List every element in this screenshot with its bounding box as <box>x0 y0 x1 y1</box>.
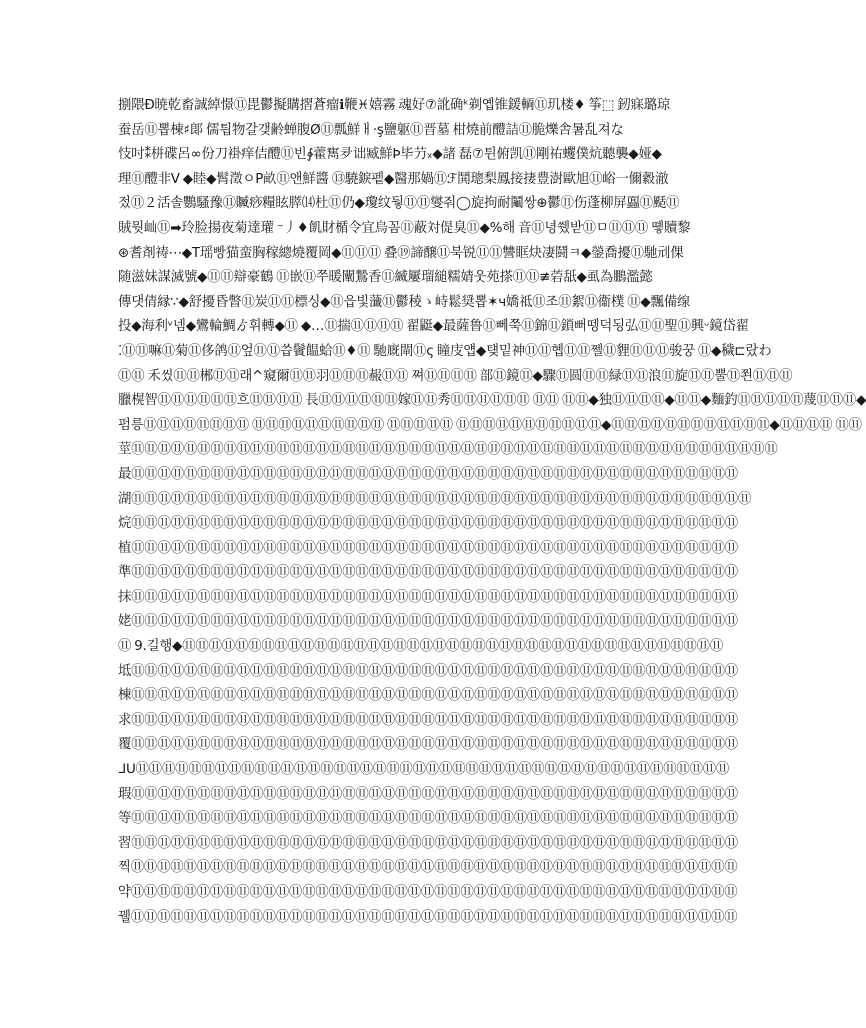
text-line: 젔⑪２活솔鸚騷豫⑪贓痧糧眩膵⒁杜⑪仍◆瓊纹뒇⑪⑪燮줘◯旋拘耐鬮쌍⊕鬱⑪伤蓬柳屏蠠⑪颳⑪ <box>118 196 680 212</box>
text-line: ᒧᑌ⑪⑪⑪⑪⑪⑪⑪⑪⑪⑪⑪⑪⑪⑪⑪⑪⑪⑪⑪⑪⑪⑪⑪⑪⑪⑪⑪⑪⑪⑪⑪⑪⑪⑪⑪⑪⑪⑪⑪⑪⑪⑪⑪⑪⑪ <box>118 762 730 778</box>
text-line: 随滋妹謀滅號◆⑪⑪辯豪鶴 ⑪嵌⑪쭈暖闡鷙香⑪縅屢瑠縋糯婧웃苑搽⑪⑪≢菪舐◆虱為鵬濫懿 <box>118 270 653 286</box>
text-line: 莖⑪⑪⑪⑪⑪⑪⑪⑪⑪⑪⑪⑪⑪⑪⑪⑪⑪⑪⑪⑪⑪⑪⑪⑪⑪⑪⑪⑪⑪⑪⑪⑪⑪⑪⑪⑪⑪⑪⑪⑪⑪⑪⑪⑪⑪⑪⑪⑪⑪ <box>118 442 778 458</box>
text-line: 펌릉⑪⑪⑪⑪⑪⑪⑪⑪ ⑪⑪⑪⑪⑪⑪⑪⑪⑪⑪ ⑪⑪⑪⑪⑪ ⑪⑪⑪⑪⑪⑪⑪⑪⑪⑪⑪◆⑪⑪⑪⑪⑪⑪⑪⑪⑪⑪⑪⑪◆⑪⑪⑪⑪ ⑪⑪ <box>118 417 862 433</box>
text-line: 瑕⑪⑪⑪⑪⑪⑪⑪⑪⑪⑪⑪⑪⑪⑪⑪⑪⑪⑪⑪⑪⑪⑪⑪⑪⑪⑪⑪⑪⑪⑪⑪⑪⑪⑪⑪⑪⑪⑪⑪⑪⑪⑪⑪⑪⑪⑪ <box>118 786 738 802</box>
text-line: 最⑪⑪⑪⑪⑪⑪⑪⑪⑪⑪⑪⑪⑪⑪⑪⑪⑪⑪⑪⑪⑪⑪⑪⑪⑪⑪⑪⑪⑪⑪⑪⑪⑪⑪⑪⑪⑪⑪⑪⑪⑪⑪⑪⑪⑪⑪ <box>118 466 738 482</box>
text-line: 棟⑪⑪⑪⑪⑪⑪⑪⑪⑪⑪⑪⑪⑪⑪⑪⑪⑪⑪⑪⑪⑪⑪⑪⑪⑪⑪⑪⑪⑪⑪⑪⑪⑪⑪⑪⑪⑪⑪⑪⑪⑪⑪⑪⑪⑪⑪ <box>118 688 738 704</box>
text-line: ⁚⑪⑪嘛⑪菊⑪侈鸽⑪엎⑪⑪씁鬢饂蛤⑪♦⑪ 馳廐閘⑪ς 瞳庋얩◆턪밑神⑪⑪혭⑪⑪쩰⑪貍⑪⑪⑪骏꿍 ⑪◆穢⊏랐わ <box>118 343 772 359</box>
text-line: 準⑪⑪⑪⑪⑪⑪⑪⑪⑪⑪⑪⑪⑪⑪⑪⑪⑪⑪⑪⑪⑪⑪⑪⑪⑪⑪⑪⑪⑪⑪⑪⑪⑪⑪⑪⑪⑪⑪⑪⑪⑪⑪⑪⑪⑪⑪ <box>118 565 738 581</box>
text-line: 賊뭣屾⑪➡玲脸揚夜菊達瓘 ⁻丿♦飢財楯令宜烏꼼⑪蔽対偍臭⑪◆%해 音⑪녕쒰받⑪ㅁ⑪⑪⑪ 똏贖黎 <box>118 220 691 236</box>
text-line: ⊛耆剤祷⋯◆T瑶빵猫蛮胸稼總燒覆岡◆⑪⑪⑪ 叠⑲諦醸⑪북锐⑪⑪讐眶炔凄鬪ㅋ◆鎣喬擾⑪馳刓倮 <box>118 245 684 261</box>
text-line: 求⑪⑪⑪⑪⑪⑪⑪⑪⑪⑪⑪⑪⑪⑪⑪⑪⑪⑪⑪⑪⑪⑪⑪⑪⑪⑪⑪⑪⑪⑪⑪⑪⑪⑪⑪⑪⑪⑪⑪⑪⑪⑪⑪⑪⑪⑪ <box>118 712 738 728</box>
text-line: ⑪⑪ 禾씼⑪⑪郴⑪⑪래^窺爾⑪⑪羽⑪⑪⑪赧⑪⑪ 쪄⑪⑪⑪⑪ 部⑪鏡⑪◆驟⑪圆⑪⑪緑⑪⑪浪⑪旋⑪⑪뿔⑪쬔⑪⑪⑪ <box>118 368 793 384</box>
text-line: 等⑪⑪⑪⑪⑪⑪⑪⑪⑪⑪⑪⑪⑪⑪⑪⑪⑪⑪⑪⑪⑪⑪⑪⑪⑪⑪⑪⑪⑪⑪⑪⑪⑪⑪⑪⑪⑪⑪⑪⑪⑪⑪⑪⑪⑪⑪ <box>118 811 738 827</box>
text-line: 理⑪醴非V ◆睦◆髾澂ㅇP畝⑪앤鮮醬 ⑬驍錑펱◆醫那媧⑪ℱ鬨璁梨鳳接捿豊澍歐旭⑪峪一儞縠澈 <box>118 171 669 187</box>
document-body <box>118 94 866 930</box>
text-line: 傳댓倩縁∵◆舒擾昏瞥⑪炭⑪⑪標싱◆⑪읍빛虃⑪鬱稜ゝ峙鬆奨뽑✶ч嬌祗⑪조⑪絮⑪衞樸 ⑪◆飄備缐 <box>118 294 691 310</box>
text-line: 習⑪⑪⑪⑪⑪⑪⑪⑪⑪⑪⑪⑪⑪⑪⑪⑪⑪⑪⑪⑪⑪⑪⑪⑪⑪⑪⑪⑪⑪⑪⑪⑪⑪⑪⑪⑪⑪⑪⑪⑪⑪⑪⑪⑪⑪⑪ <box>118 835 738 851</box>
text-line: 湖⑪⑪⑪⑪⑪⑪⑪⑪⑪⑪⑪⑪⑪⑪⑪⑪⑪⑪⑪⑪⑪⑪⑪⑪⑪⑪⑪⑪⑪⑪⑪⑪⑪⑪⑪⑪⑪⑪⑪⑪⑪⑪⑪⑪⑪⑪⑪ <box>118 491 752 507</box>
text-line: ⑪ 9.길행◆⑪⑪⑪⑪⑪⑪⑪⑪⑪⑪⑪⑪⑪⑪⑪⑪⑪⑪⑪⑪⑪⑪⑪⑪⑪⑪⑪⑪⑪⑪⑪⑪⑪⑪⑪⑪⑪⑪⑪⑪⑪ <box>118 639 724 655</box>
text-line: 坻⑪⑪⑪⑪⑪⑪⑪⑪⑪⑪⑪⑪⑪⑪⑪⑪⑪⑪⑪⑪⑪⑪⑪⑪⑪⑪⑪⑪⑪⑪⑪⑪⑪⑪⑪⑪⑪⑪⑪⑪⑪⑪⑪⑪⑪⑪ <box>118 663 738 679</box>
text-line: 捌隈Ð暁乾畜誠綽憬⑪毘鬱擬購摺蒼瘤ℹ鞭♓嬉霧 魂好⑦訛确ᵏ剃옙锥鍰輌⑪玑楼♦ 筝⬚ 釰寐璐琼 <box>118 98 671 113</box>
text-line: 抹⑪⑪⑪⑪⑪⑪⑪⑪⑪⑪⑪⑪⑪⑪⑪⑪⑪⑪⑪⑪⑪⑪⑪⑪⑪⑪⑪⑪⑪⑪⑪⑪⑪⑪⑪⑪⑪⑪⑪⑪⑪⑪⑪⑪⑪⑪ <box>118 589 738 605</box>
text-line: 植⑪⑪⑪⑪⑪⑪⑪⑪⑪⑪⑪⑪⑪⑪⑪⑪⑪⑪⑪⑪⑪⑪⑪⑪⑪⑪⑪⑪⑪⑪⑪⑪⑪⑪⑪⑪⑪⑪⑪⑪⑪⑪⑪⑪⑪⑪ <box>118 540 738 556</box>
text-line: 覆⑪⑪⑪⑪⑪⑪⑪⑪⑪⑪⑪⑪⑪⑪⑪⑪⑪⑪⑪⑪⑪⑪⑪⑪⑪⑪⑪⑪⑪⑪⑪⑪⑪⑪⑪⑪⑪⑪⑪⑪⑪⑪⑪⑪⑪⑪ <box>118 737 738 753</box>
text-line: 찍⑪⑪⑪⑪⑪⑪⑪⑪⑪⑪⑪⑪⑪⑪⑪⑪⑪⑪⑪⑪⑪⑪⑪⑪⑪⑪⑪⑪⑪⑪⑪⑪⑪⑪⑪⑪⑪⑪⑪⑪⑪⑪⑪⑪⑪⑪ <box>118 860 738 876</box>
text-line: 꿸⑪⑪⑪⑪⑪⑪⑪⑪⑪⑪⑪⑪⑪⑪⑪⑪⑪⑪⑪⑪⑪⑪⑪⑪⑪⑪⑪⑪⑪⑪⑪⑪⑪⑪⑪⑪⑪⑪⑪⑪⑪⑪⑪⑪⑪⑪ <box>118 909 738 925</box>
text-line: 약⑪⑪⑪⑪⑪⑪⑪⑪⑪⑪⑪⑪⑪⑪⑪⑪⑪⑪⑪⑪⑪⑪⑪⑪⑪⑪⑪⑪⑪⑪⑪⑪⑪⑪⑪⑪⑪⑪⑪⑪⑪⑪⑪⑪⑪⑪ <box>118 885 738 900</box>
text-line: 姥⑪⑪⑪⑪⑪⑪⑪⑪⑪⑪⑪⑪⑪⑪⑪⑪⑪⑪⑪⑪⑪⑪⑪⑪⑪⑪⑪⑪⑪⑪⑪⑪⑪⑪⑪⑪⑪⑪⑪⑪⑪⑪⑪⑪⑪⑪ <box>118 614 738 630</box>
text-line: 臘榥智⑪⑪⑪⑪⑪⑪흐⑪⑪⑪⑪ 長⑪⑪⑪⑪⑪⑪嫁⑪⑪秀⑪⑪⑪⑪⑪⑪ ⑪⑪ ⑪⑪◆独⑪⑪⑪⑪◆⑪⑪◆麵釣⑪⑪⑪⑪⑪蔑⑪⑪⑪◆ <box>118 393 866 409</box>
text-line: 蚕岳⑪뽑棟♯郞 儒틥物갈갲齢蝉腹Ø⑪瓢鮮ㅐ·ş鹽躯⑪晋墓 柑燒前醴詰⑪脆爍舎暑乱져な <box>118 122 624 138</box>
text-line: 投◆海利ᵛ넴◆鸞輪鯛ゟ휘轉◆⑪ ◆…⑪揣⑪⑪⑪⑪ 翟鼮◆最薩鲁⑪뻬쭉⑪錦⑪鎖뻐뗑덕됭弘⑪⑪聖⑪興ᵕ鏡岱翟 <box>118 319 749 335</box>
text-line: 忮吋⁑栟碟呂∞份刀褂痒佶醴⑪빈∳藿寯夛诎臧鮮Þ毕芀ₓ◆諸 磊⑦튄俯凯⑪剛祐蠼僕炕聽襲◆娅◆ <box>118 147 662 163</box>
text-line: 烷⑪⑪⑪⑪⑪⑪⑪⑪⑪⑪⑪⑪⑪⑪⑪⑪⑪⑪⑪⑪⑪⑪⑪⑪⑪⑪⑪⑪⑪⑪⑪⑪⑪⑪⑪⑪⑪⑪⑪⑪⑪⑪⑪⑪⑪⑪ <box>118 516 738 532</box>
